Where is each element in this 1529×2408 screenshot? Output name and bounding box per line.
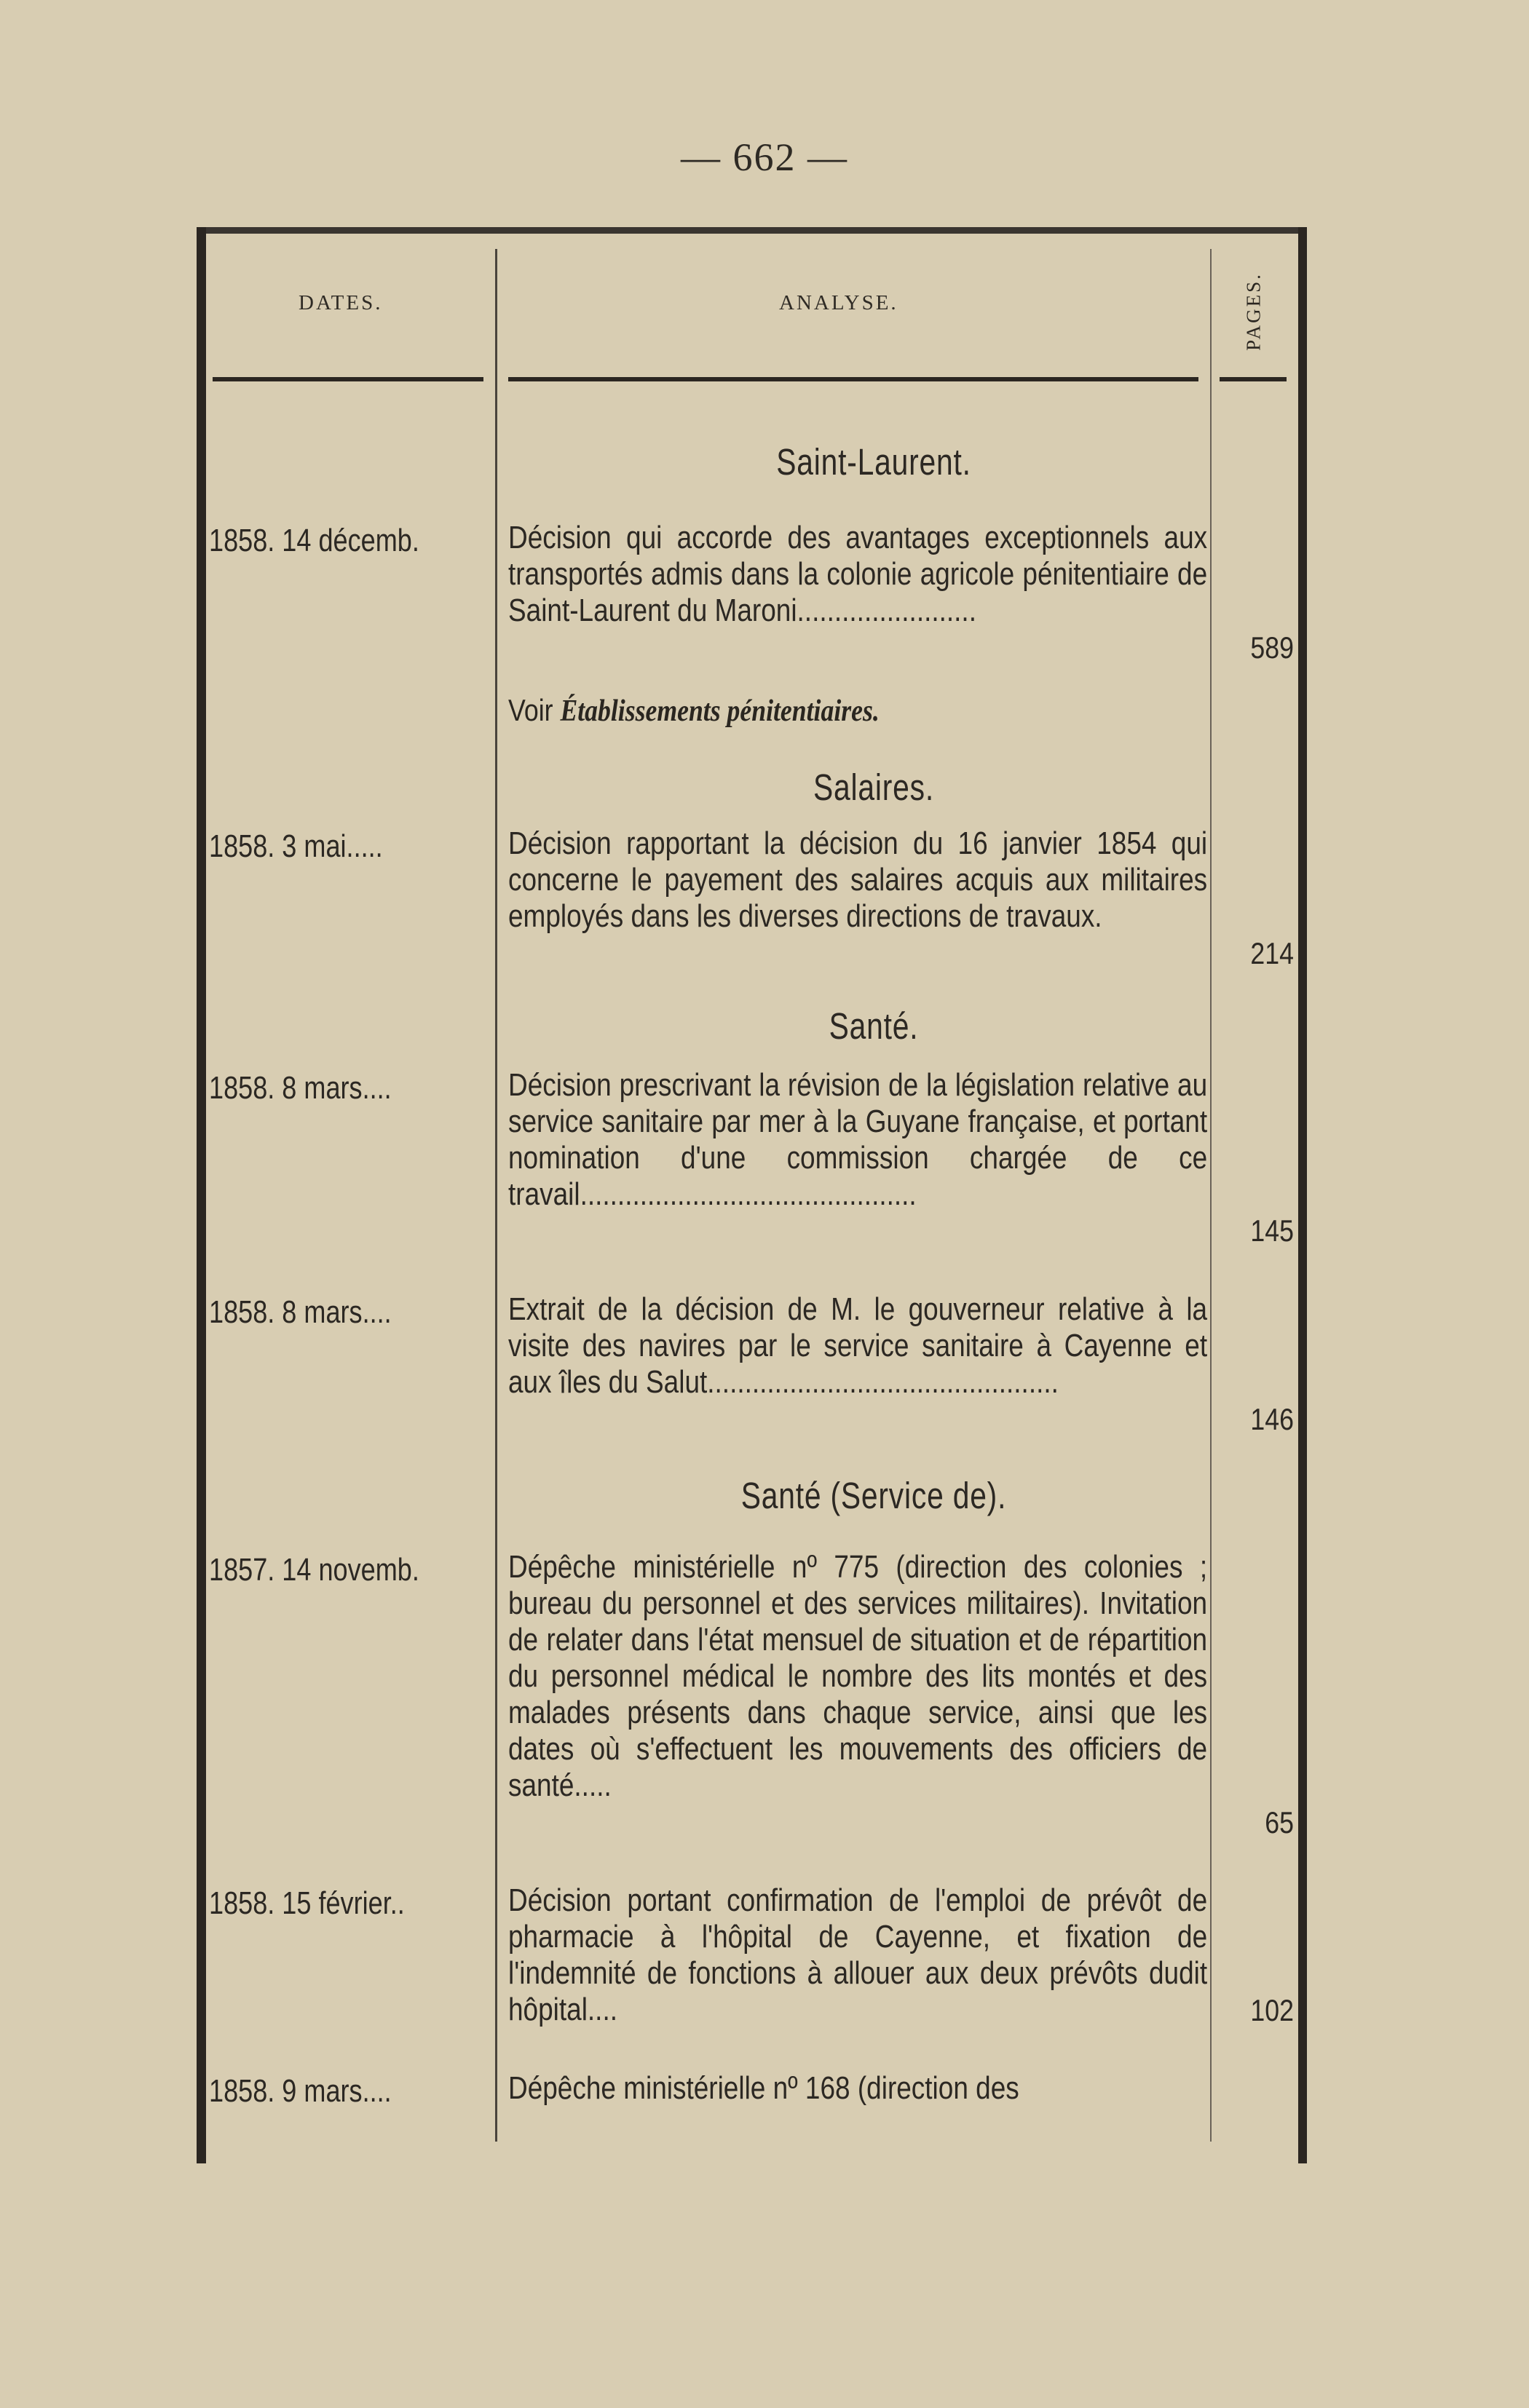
- entry-date: 1858. 3 mai.....: [209, 828, 383, 864]
- section-title-salaires: Salaires.: [813, 767, 934, 808]
- see-also-target: Établissements pénitentiaires.: [560, 694, 880, 728]
- entry-text: Décision rapportant la décision du 16 janvier 1854 qui concerne le payement des salaires acquis aux militaires employés dans les diverses directions de travaux.: [508, 825, 1208, 934]
- entry-date: 1858. 14 décemb.: [209, 523, 419, 558]
- entry-text: Dépêche ministérielle nº 775 (direction des colonies ; bureau du personnel et des services militaires). Invitation de relater dans l'état mensuel de situation et de répartition du personnel médical le nombre des lits montés et des malades présents dans chaque service, ainsi que les dates où s'effectuent les mouvements des officiers de santé.....: [508, 1549, 1208, 1803]
- header-rule-dates: [213, 377, 483, 381]
- entry-date: 1858. 15 février..: [209, 1885, 405, 1921]
- section-title-saint-laurent: Saint-Laurent.: [776, 441, 971, 483]
- see-also-prefix: Voir: [508, 693, 553, 727]
- entry-page: 102: [1250, 1993, 1294, 2027]
- entry-text: Dépêche ministérielle nº 168 (direction des: [508, 2070, 1019, 2106]
- entry-text: Décision prescrivant la révision de la législation relative au service sanitaire par mer à la Guyane française, et portant nomination d'une commission chargée de ce travail.............................................: [508, 1067, 1208, 1212]
- section-title-sante: Santé.: [829, 1005, 919, 1047]
- table-right-border: [1298, 227, 1307, 2163]
- entry-date: 1857. 14 novemb.: [209, 1552, 419, 1588]
- entry-text: Décision qui accorde des avantages exceptionnels aux transportés admis dans la colonie agricole pénitentiaire de Saint-Laurent du Maroni........................: [508, 520, 1208, 628]
- entry-date: 1858. 9 mars....: [209, 2073, 392, 2109]
- entry-page: 146: [1250, 1402, 1294, 1436]
- entry-text: Extrait de la décision de M. le gouverneur relative à la visite des navires par le service sanitaire à Cayenne et aux îles du Salut...............................................: [508, 1291, 1208, 1400]
- entry-date: 1858. 8 mars....: [209, 1294, 392, 1330]
- header-rule-analyse: [508, 377, 1198, 381]
- column-header-pages: [1229, 250, 1279, 373]
- entry-page: 589: [1250, 630, 1294, 665]
- section-title-sante-service: Santé (Service de).: [740, 1475, 1007, 1516]
- column-divider-pages: [1210, 249, 1212, 2142]
- column-header-analyse: ANALYSE.: [779, 291, 898, 314]
- entry-text: Décision portant confirmation de l'emploi de prévôt de pharmacie à l'hôpital de Cayenne, et fixation de l'indemnité de fonctions à allouer aux deux prévôts dudit hôpital....: [508, 1882, 1208, 2027]
- column-divider-dates: [495, 249, 497, 2142]
- page-number: — 662 —: [681, 135, 848, 179]
- table-left-border: [197, 227, 206, 2163]
- column-header-pages-label: PAGES.: [1242, 272, 1265, 351]
- entry-page: 65: [1265, 1805, 1294, 1839]
- entry-date: 1858. 8 mars....: [209, 1070, 392, 1106]
- column-header-dates: DATES.: [299, 291, 383, 314]
- see-also-reference: [508, 693, 880, 729]
- table-top-border: [197, 227, 1307, 234]
- header-rule-pages: [1220, 377, 1287, 381]
- entry-page: 214: [1250, 936, 1294, 970]
- entry-page: 145: [1250, 1213, 1294, 1248]
